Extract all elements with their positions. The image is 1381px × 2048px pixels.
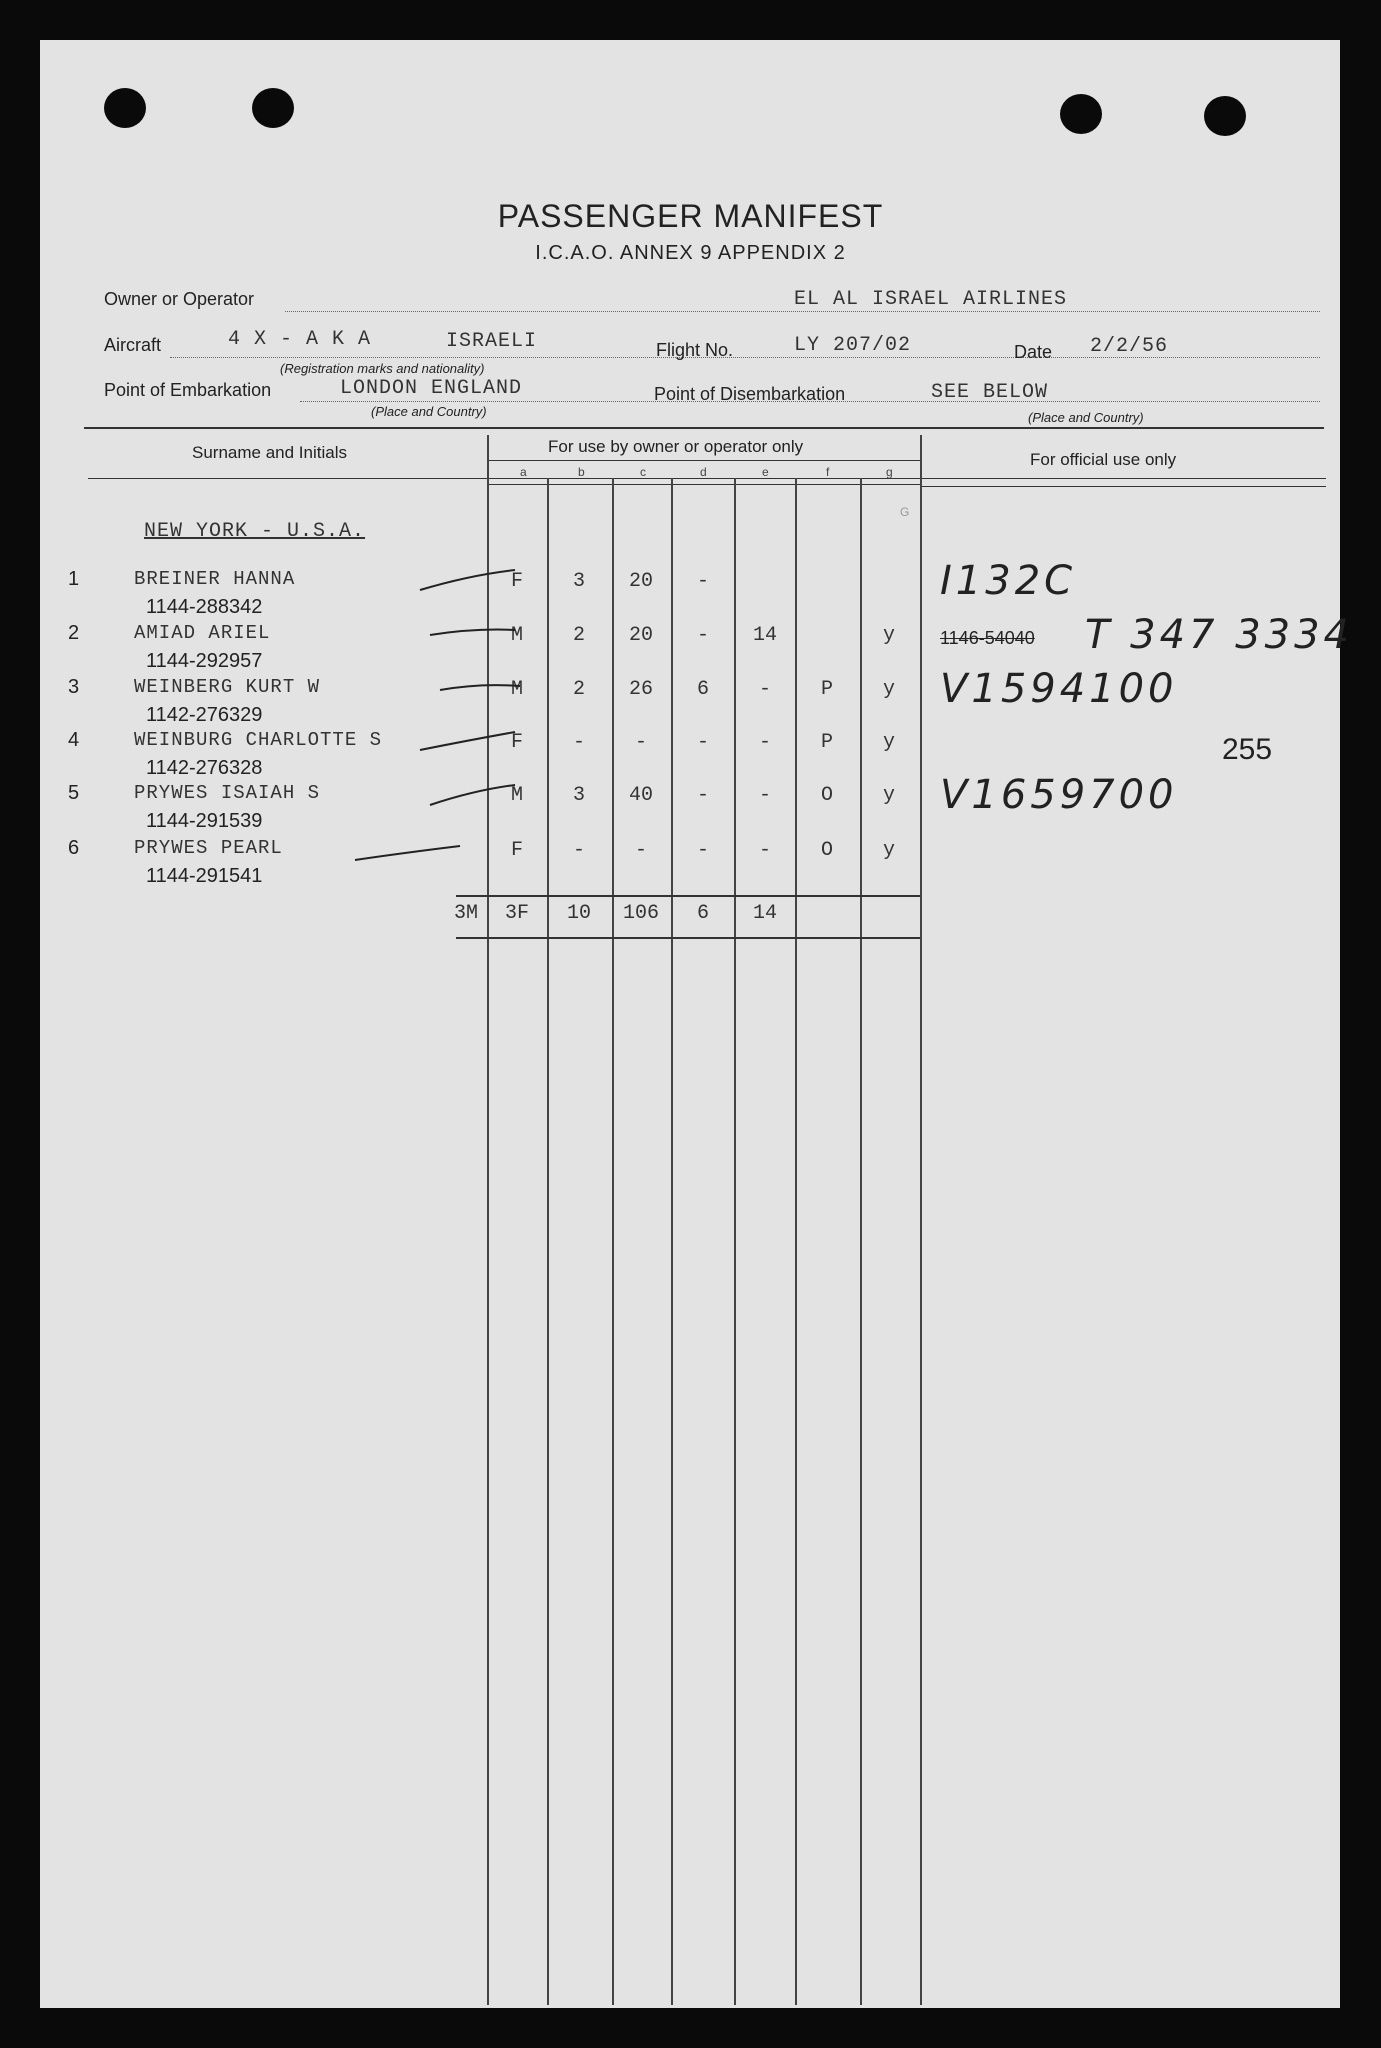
- row-cell-a: M: [510, 678, 523, 701]
- place-note-disembark: (Place and Country): [1028, 410, 1144, 425]
- row-number: 4: [68, 729, 80, 751]
- flight-label: Flight No.: [656, 340, 734, 360]
- row-cell-b: 3: [572, 784, 585, 807]
- disembarkation-label: Point of Disembarkation: [654, 384, 846, 404]
- row-cell-d: -: [696, 731, 709, 754]
- passenger-name: WEINBURG CHARLOTTE S: [134, 729, 383, 751]
- owner-value: EL AL ISRAEL AIRLINES: [794, 288, 1068, 311]
- official-handwritten-code: V1659700: [940, 772, 1178, 818]
- row-cell-b: 2: [572, 678, 585, 701]
- row-cell-d: -: [696, 570, 709, 593]
- g-mark: G: [900, 505, 910, 519]
- row-cell-a: M: [510, 624, 523, 647]
- official-struck-number: 1146-54040: [940, 628, 1035, 648]
- row-number: 5: [68, 782, 80, 804]
- row-cell-b: -: [572, 839, 585, 862]
- row-cell-c: 26: [628, 678, 653, 701]
- aircraft-label: Aircraft: [104, 335, 162, 355]
- row-cell-g: y: [882, 784, 895, 807]
- row-cell-c: 40: [628, 784, 653, 807]
- row-cell-b: 2: [572, 624, 585, 647]
- row-cell-a: M: [510, 784, 523, 807]
- row-cell-g: y: [882, 839, 895, 862]
- row-cell-g: y: [882, 731, 895, 754]
- row-cell-d: -: [696, 784, 709, 807]
- row-number: 1: [68, 568, 80, 590]
- row-cell-d: -: [696, 839, 709, 862]
- passport-number: 1142-276329: [146, 704, 263, 726]
- row-cell-b: -: [572, 731, 585, 754]
- totals-a: 3F: [504, 902, 529, 925]
- row-cell-g: y: [882, 624, 895, 647]
- row-cell-a: F: [510, 839, 523, 862]
- row-number: 6: [68, 837, 80, 859]
- row-cell-a: F: [510, 570, 523, 593]
- totals-d: 6: [696, 902, 709, 925]
- surname-header: Surname and Initials: [192, 443, 347, 462]
- row-cell-g: y: [882, 678, 895, 701]
- row-cell-f: P: [820, 731, 833, 754]
- subcol-g: g: [886, 465, 893, 479]
- place-note-embark: (Place and Country): [371, 404, 487, 419]
- flight-value: LY 207/02: [794, 334, 912, 357]
- subcol-a: a: [520, 465, 527, 479]
- owner-use-header: For use by owner or operator only: [548, 437, 804, 456]
- row-cell-c: -: [634, 839, 647, 862]
- row-cell-e: 14: [752, 624, 777, 647]
- row-cell-c: 20: [628, 624, 653, 647]
- row-cell-f: O: [820, 784, 833, 807]
- side-number: 255: [1222, 733, 1273, 766]
- passport-number: 1144-288342: [146, 596, 263, 618]
- date-value: 2/2/56: [1090, 335, 1169, 358]
- row-cell-e: -: [758, 839, 771, 862]
- totals-pre: 3M: [453, 902, 478, 925]
- passport-number: 1144-291539: [146, 810, 263, 832]
- embarkation-value: LONDON ENGLAND: [340, 377, 523, 400]
- row-cell-d: -: [696, 624, 709, 647]
- passport-number: 1144-292957: [146, 650, 263, 672]
- owner-label: Owner or Operator: [104, 289, 255, 309]
- totals-c: 106: [622, 902, 659, 925]
- official-handwritten-code: T 347 3334: [1085, 612, 1354, 658]
- official-handwritten-code: V1594100: [940, 666, 1178, 712]
- subcol-d: d: [700, 465, 707, 479]
- subcol-b: b: [578, 465, 585, 479]
- passport-number: 1144-291541: [146, 865, 263, 887]
- manifest-title: PASSENGER MANIFEST: [497, 198, 884, 234]
- row-cell-b: 3: [572, 570, 585, 593]
- passenger-name: BREINER HANNA: [134, 568, 296, 590]
- disembarkation-value: SEE BELOW: [931, 381, 1049, 404]
- manifest-subtitle: I.C.A.O. ANNEX 9 APPENDIX 2: [535, 242, 846, 264]
- row-cell-c: -: [634, 731, 647, 754]
- passenger-name: PRYWES PEARL: [134, 837, 283, 859]
- official-handwritten-code: I132C: [940, 558, 1077, 604]
- embarkation-label: Point of Embarkation: [104, 380, 272, 400]
- date-label: Date: [1014, 342, 1053, 362]
- row-number: 3: [68, 676, 80, 698]
- subcol-e: e: [762, 465, 769, 479]
- aircraft-value: 4 X - A K A: [228, 328, 372, 351]
- subcol-f: f: [826, 465, 830, 479]
- row-cell-a: F: [510, 731, 523, 754]
- row-cell-c: 20: [628, 570, 653, 593]
- destination-heading: NEW YORK - U.S.A.: [144, 520, 366, 543]
- passenger-name: AMIAD ARIEL: [134, 622, 271, 644]
- row-cell-f: O: [820, 839, 833, 862]
- official-use-header: For official use only: [1030, 450, 1177, 469]
- passenger-name: WEINBERG KURT W: [134, 676, 321, 698]
- subcol-c: c: [640, 465, 646, 479]
- nationality-value: ISRAELI: [446, 330, 538, 353]
- row-cell-e: -: [758, 678, 771, 701]
- row-cell-d: 6: [696, 678, 709, 701]
- registration-note: (Registration marks and nationality): [280, 361, 485, 376]
- row-number: 2: [68, 622, 80, 644]
- passport-number: 1142-276328: [146, 757, 263, 779]
- row-cell-e: -: [758, 784, 771, 807]
- passenger-name: PRYWES ISAIAH S: [134, 782, 321, 804]
- totals-e: 14: [752, 902, 777, 925]
- row-cell-f: P: [820, 678, 833, 701]
- row-cell-e: -: [758, 731, 771, 754]
- totals-b: 10: [566, 902, 591, 925]
